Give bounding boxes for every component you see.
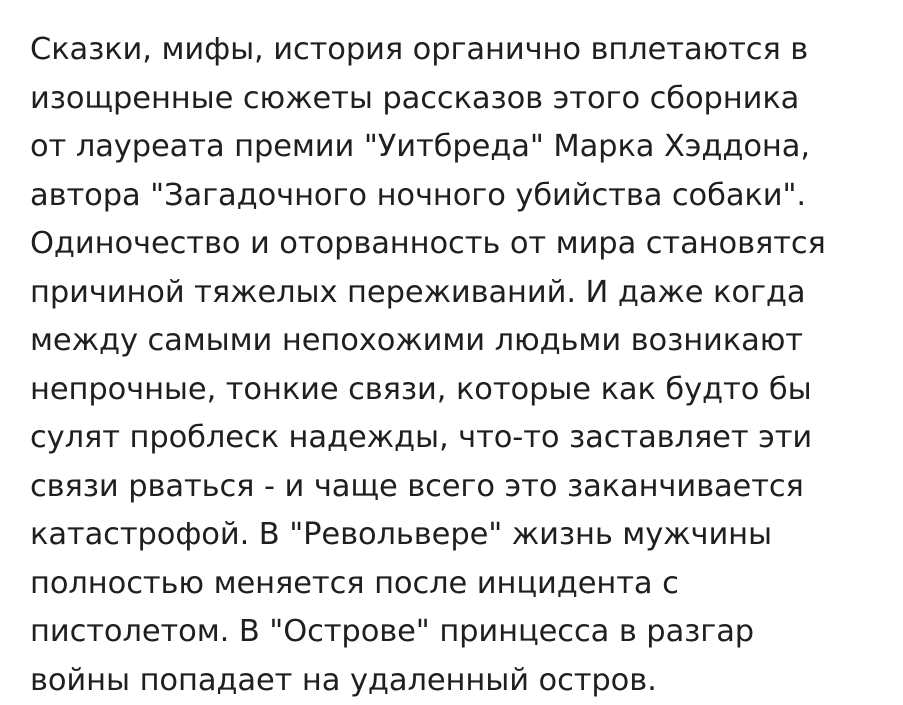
book-description-text: Сказки, мифы, история органично вплетаются в изощренные сюжеты рассказов этого сборника от лауреата премии "Уитбреда" Марка Хэддона, автора "Загадочного ночного убийства собаки". Одиночество и оторванность от мира становятся причиной тяжелых переживаний. И даже когда между самыми непохожими людьми возникают непрочные, тонкие связи, которые как будто бы сулят проблеск надежды, что-то заставляет эти связи рваться - и чаще всего это заканчивается катастрофой. В "Револьвере" жизнь мужчины полностью меняется после инцидента с пистолетом. В "Острове" принцесса в разгар войны попадает на удаленный остров.: [30, 32, 836, 698]
